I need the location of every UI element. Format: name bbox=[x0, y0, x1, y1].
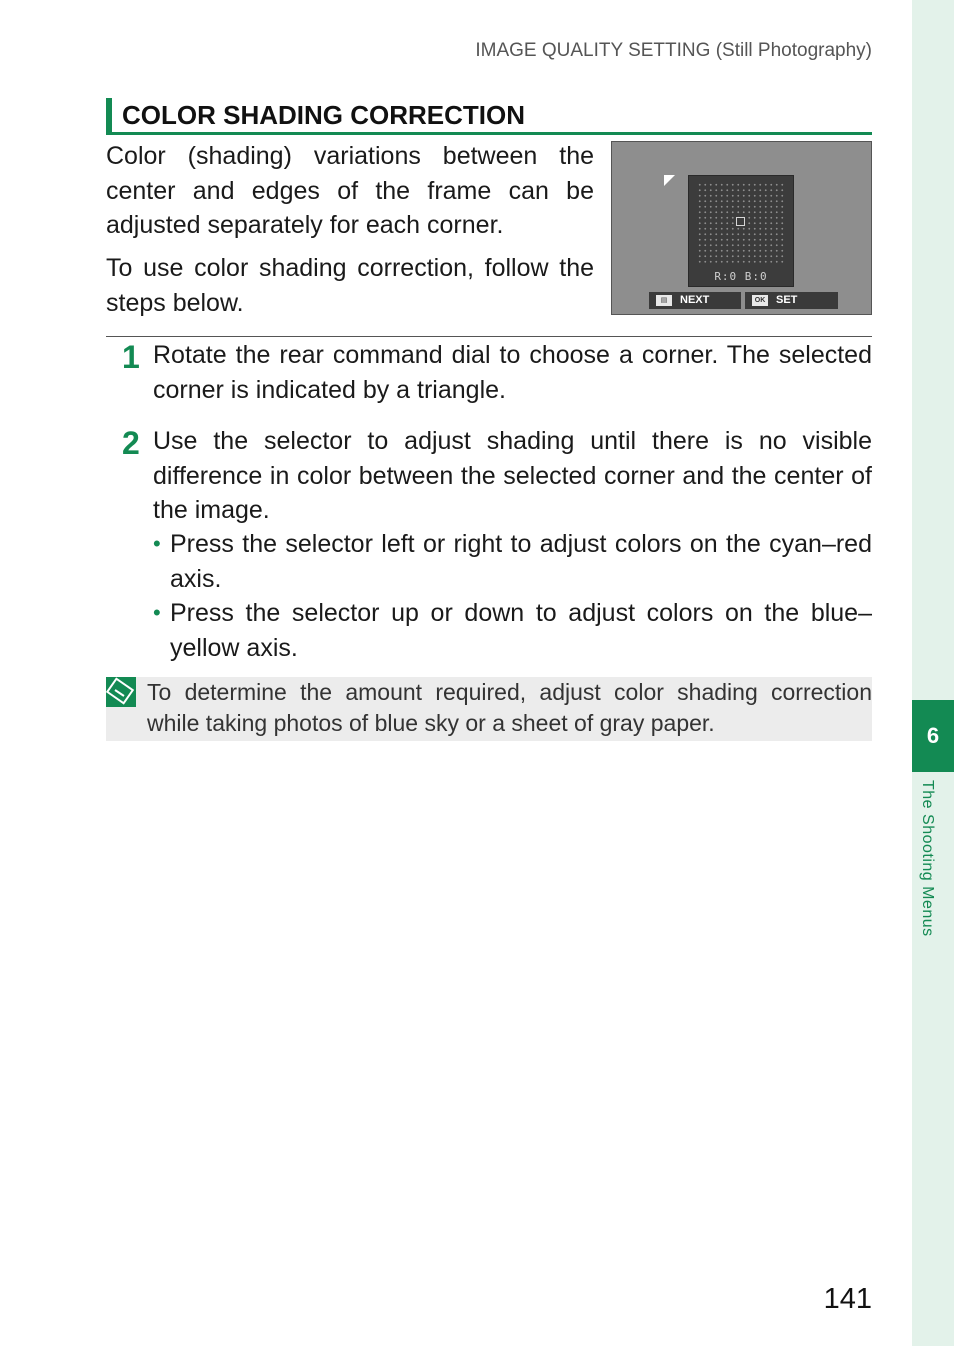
page-number: 141 bbox=[823, 1283, 872, 1315]
step-text: Rotate the rear command dial to choose a corner. The selected corner is indicated by a triangle. bbox=[153, 341, 872, 404]
list-item bbox=[153, 527, 872, 596]
bullet-icon: • bbox=[153, 531, 161, 556]
step-text: Use the selector to adjust shading until there is no visible difference in color between the selected corner and the center of the image. bbox=[153, 427, 872, 524]
bullet-text: Press the selector left or right to adjust colors on the cyan–red axis. bbox=[170, 530, 872, 593]
next-button bbox=[649, 292, 741, 309]
list-item bbox=[153, 596, 872, 665]
note-box bbox=[106, 677, 872, 741]
rb-readout: R:0 B:0 bbox=[714, 270, 768, 283]
bullet-icon: • bbox=[153, 600, 161, 625]
heading-accent-bar bbox=[106, 98, 112, 132]
note-text: To determine the amount required, adjust color shading correction while taking photos of blue sky or a sheet of gray paper. bbox=[147, 679, 872, 736]
shading-preview bbox=[688, 175, 794, 287]
intro-paragraph: To use color shading correction, follow the steps below. bbox=[106, 254, 594, 317]
selected-corner-triangle-icon bbox=[664, 175, 675, 186]
step-number: 1 bbox=[122, 339, 140, 375]
intro-paragraph: Color (shading) variations between the center and edges of the frame can be adjusted separately for each corner. bbox=[106, 142, 594, 239]
bullet-text: Press the selector up or down to adjust colors on the blue–yellow axis. bbox=[170, 599, 872, 662]
display-back-icon: ▤ bbox=[656, 295, 672, 306]
set-button bbox=[745, 292, 838, 309]
set-button-label: SET bbox=[776, 294, 798, 306]
ok-icon: OK bbox=[752, 295, 768, 306]
section-title: COLOR SHADING CORRECTION bbox=[122, 100, 525, 130]
chapter-side-strip bbox=[912, 0, 954, 1346]
note-pencil-icon bbox=[106, 677, 136, 707]
section-heading bbox=[106, 98, 872, 135]
running-header: IMAGE QUALITY SETTING (Still Photography) bbox=[475, 40, 872, 61]
next-button-label: NEXT bbox=[680, 294, 710, 306]
chapter-number-tab[interactable]: 6 bbox=[912, 700, 954, 772]
camera-screen-illustration bbox=[611, 141, 872, 315]
section-divider bbox=[106, 336, 872, 337]
step-number: 2 bbox=[122, 425, 140, 461]
center-marker-icon bbox=[736, 217, 745, 226]
chapter-label: The Shooting Menus bbox=[919, 780, 936, 937]
